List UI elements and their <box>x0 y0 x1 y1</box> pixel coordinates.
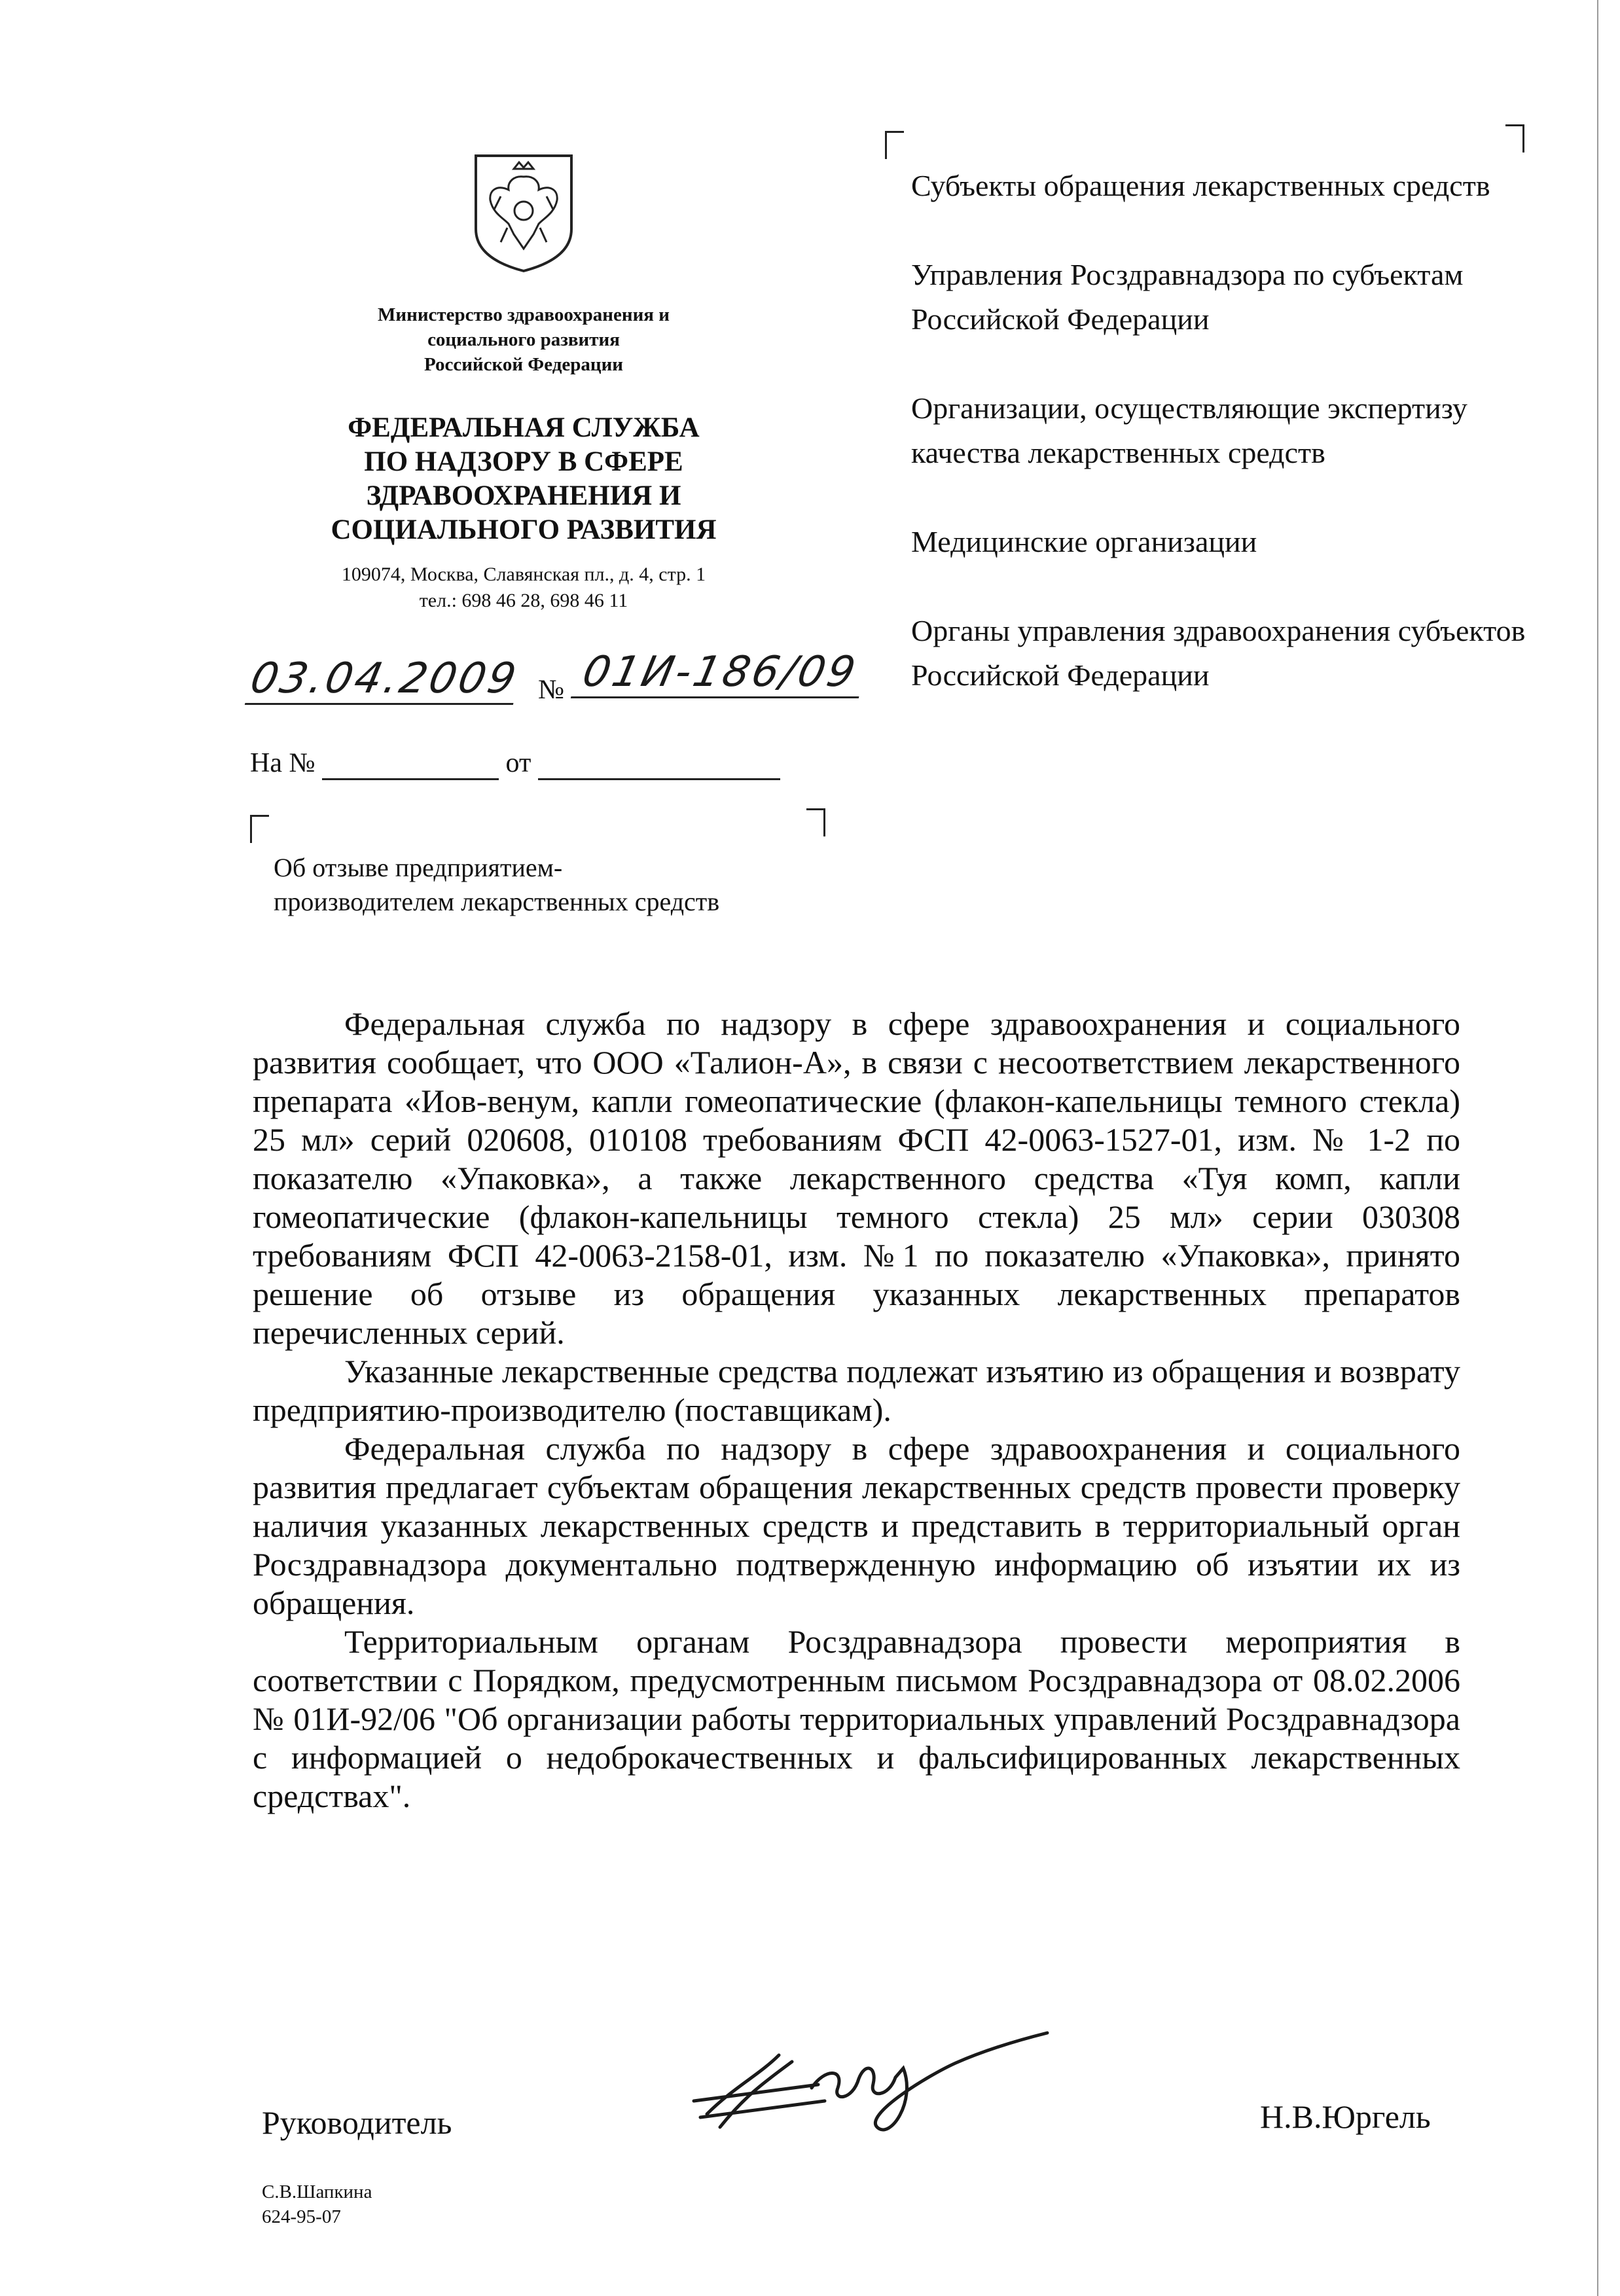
recipient-item: Субъекты обращения лекарственных средств <box>911 169 1490 202</box>
subject-bracket-left <box>250 815 269 843</box>
reply-from-date-field <box>538 752 780 780</box>
subject-line: Об отзыве предприятием- <box>274 853 563 882</box>
recipient-item: Медицинские организации <box>911 525 1257 558</box>
ministry-line: Министерство здравоохранения и <box>378 304 670 325</box>
recipients-list <box>911 164 1566 742</box>
reply-from-label: от <box>505 748 531 778</box>
executor-phone: 624-95-07 <box>262 2206 341 2227</box>
recipient-item: Организации, осуществляющие экспертизу качества лекарственных средств <box>911 391 1467 469</box>
handwritten-signature-icon <box>681 2016 1060 2147</box>
address-line: 109074, Москва, Славянская пл., д. 4, стр. 1 <box>341 564 706 585</box>
agency-line: СОЦИАЛЬНОГО РАЗВИТИЯ <box>331 514 717 545</box>
letter-subject <box>274 851 863 919</box>
body-paragraph: Федеральная служба по надзору в сфере здравоохранения и социального развития предлагает субъектам обращения лекарственных средств провести проверку наличия указанных лекарственных средств и представить в территориальный орган Росздравнадзора документально подтвержденную информацию об изъятии их из обращения. <box>253 1430 1460 1621</box>
agency-line: ПО НАДЗОРУ В СФЕРЕ <box>364 446 683 477</box>
body-paragraph: Указанные лекарственные средства подлежат изъятию из обращения и возврату предприятию-производителю (поставщикам). <box>253 1353 1460 1428</box>
subject-line: производителем лекарственных средств <box>274 887 720 916</box>
agency-line: ЗДРАВООХРАНЕНИЯ И <box>366 480 681 511</box>
ministry-line: социального развития <box>427 329 620 350</box>
reply-to-label: На № <box>250 748 315 778</box>
recipient-item: Управления Росздравнадзора по субъектам Российской Федерации <box>911 258 1464 336</box>
recipients-bracket-right <box>1505 124 1524 152</box>
recipient-item: Органы управления здравоохранения субъектов Российской Федерации <box>911 614 1526 692</box>
executor-info <box>262 2179 372 2229</box>
recipients-bracket-left <box>885 131 904 159</box>
subject-bracket-right <box>806 808 825 836</box>
agency-name <box>275 411 772 547</box>
body-paragraph: Федеральная служба по надзору в сфере здравоохранения и социального развития сообщает, что ООО «Талион-А», в связи с несоответствием лекарственного препарата «Иов-венум, капли гомеопатические (флакон-капельницы темного стекла) 25 мл» серий 020608, 010108 требованиям ФСП 42-0063-1527-01, изм. № 1-2 по показателю «Упаковка», а также лекарственного средства «Туя комп, капли гомеопатические (флакон-капельницы темного стекла) 25 мл» серии 030308 требованиям ФСП 42-0063-2158-01, изм. №1 по показателю «Упаковка», принято решение об отзыве из обращения указанных лекарственных препаратов перечисленных серий. <box>253 1005 1460 1351</box>
scan-edge-divider <box>1597 0 1598 2296</box>
ministry-line: Российской Федерации <box>423 354 623 375</box>
coat-of-arms-emblem-icon <box>468 151 579 275</box>
registration-number: 01И-186/09 <box>571 648 869 698</box>
registration-date: 03.04.2009 <box>245 655 524 705</box>
ministry-name <box>308 302 740 377</box>
signer-position: Руководитель <box>262 2104 452 2141</box>
address-line: тел.: 698 46 28, 698 46 11 <box>419 590 628 611</box>
signer-name: Н.В.Юргель <box>1260 2098 1431 2135</box>
reply-to-line <box>250 746 813 780</box>
letter-body <box>253 1005 1460 1816</box>
reply-to-number-field <box>322 752 499 780</box>
registration-number-label: № <box>538 675 565 705</box>
body-paragraph: Территориальным органам Росздравнадзора провести мероприятия в соответствии с Порядком, предусмотренным письмом Росздравнадзора от 08.02.2006 № 01И-92/06 "Об организации работы территориальных управлений Росздравнадзора с информацией о недоброкачественных и фальсифицированных лекарственных средствах". <box>253 1623 1460 1814</box>
agency-line: ФЕДЕРАЛЬНАЯ СЛУЖБА <box>348 412 700 443</box>
executor-name: С.В.Шапкина <box>262 2181 372 2202</box>
agency-address <box>249 562 799 614</box>
